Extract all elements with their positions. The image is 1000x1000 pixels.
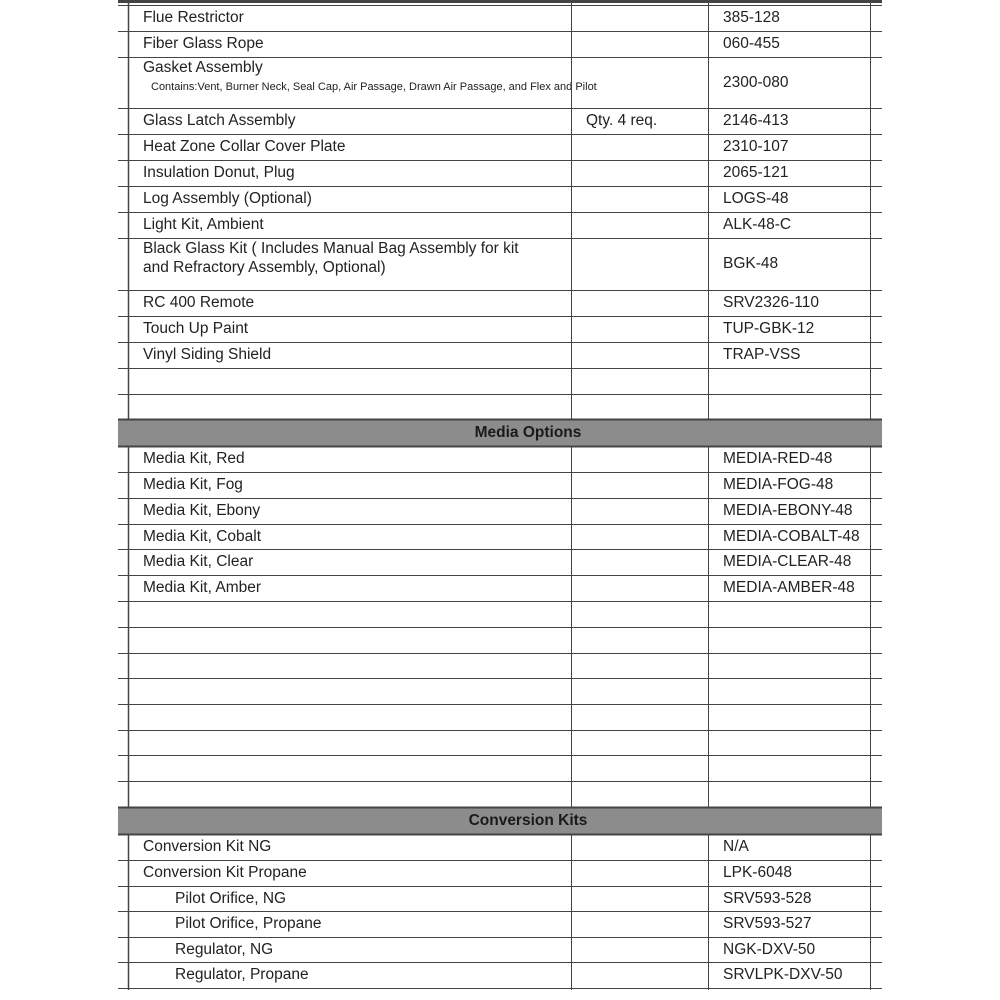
empty-row — [118, 653, 882, 678]
table-row — [118, 5, 882, 31]
part-quantity — [571, 57, 708, 108]
part-number: NGK-DXV-50 — [723, 940, 816, 958]
part-quantity — [571, 755, 708, 781]
part-number: 2065-121 — [723, 164, 789, 181]
table-row — [118, 962, 882, 988]
empty-row — [118, 368, 882, 394]
part-description: Insulation Donut, Plug — [143, 164, 295, 181]
table-row — [118, 524, 882, 549]
part-description-note: Contains:Vent, Burner Neck, Seal Cap, Air Passage, Drawn Air Passage, and Flex and Pilot — [151, 81, 597, 93]
part-quantity — [571, 627, 708, 653]
part-quantity — [571, 860, 708, 886]
part-description: Heat Zone Collar Cover Plate — [143, 138, 346, 155]
part-quantity — [571, 212, 708, 238]
section-header — [118, 807, 882, 834]
part-description: Vinyl Siding Shield — [143, 346, 272, 363]
part-quantity — [571, 549, 708, 575]
table-row — [118, 834, 882, 860]
part-number: 2146-413 — [723, 112, 789, 129]
part-description — [128, 368, 580, 394]
table-row — [118, 134, 882, 160]
part-number: LOGS-48 — [723, 190, 789, 207]
part-description: Media Kit, Red — [143, 450, 245, 467]
table-row — [118, 108, 882, 134]
part-quantity — [571, 316, 708, 342]
section-title: Conversion Kits — [468, 811, 588, 829]
part-description: Flue Restrictor — [143, 9, 244, 26]
part-description — [128, 678, 580, 704]
part-number: SRV593-527 — [723, 915, 812, 932]
part-description — [128, 653, 580, 678]
part-number — [708, 653, 882, 678]
part-description — [128, 781, 580, 807]
part-description: Conversion Kit NG — [143, 838, 272, 855]
part-number: MEDIA-EBONY-48 — [723, 502, 853, 519]
part-quantity: Qty. 4 req. — [586, 112, 658, 129]
part-description: Touch Up Paint — [143, 320, 249, 337]
part-number: MEDIA-COBALT-48 — [723, 527, 860, 545]
part-description-line2: and Refractory Assembly, Optional) — [143, 259, 386, 276]
part-number — [708, 730, 882, 755]
part-quantity — [571, 446, 708, 472]
part-description — [128, 755, 580, 781]
part-number: TRAP-VSS — [723, 346, 801, 363]
part-description: Glass Latch Assembly — [143, 112, 296, 129]
part-number — [708, 368, 882, 394]
part-description: Media Kit, Fog — [143, 476, 243, 493]
part-number: N/A — [723, 838, 749, 855]
part-description: Pilot Orifice, NG — [175, 889, 287, 907]
part-quantity — [571, 704, 708, 730]
part-description-line1: Black Glass Kit ( Includes Manual Bag Assembly for kit — [143, 240, 519, 257]
part-description-text: Gasket Assembly — [143, 59, 263, 76]
part-description: RC 400 Remote — [143, 294, 255, 311]
table-row — [118, 186, 882, 212]
part-description: Media Kit, Ebony — [143, 502, 261, 519]
table-row — [118, 911, 882, 937]
part-number: SRVLPK-DXV-50 — [723, 966, 843, 983]
part-number: SRV593-528 — [723, 889, 812, 907]
part-quantity — [571, 575, 708, 601]
part-description — [128, 704, 580, 730]
part-description: Pilot Orifice, Propane — [175, 915, 322, 932]
part-description: Media Kit, Amber — [143, 579, 262, 596]
part-quantity — [571, 524, 708, 549]
part-quantity — [571, 238, 708, 290]
part-number — [708, 394, 882, 419]
table-row — [118, 575, 882, 601]
part-description: Fiber Glass Rope — [143, 35, 264, 52]
part-description — [128, 394, 580, 419]
part-quantity — [571, 678, 708, 704]
part-number — [708, 755, 882, 781]
part-description — [128, 730, 580, 755]
empty-row — [118, 678, 882, 704]
table-row — [118, 549, 882, 575]
empty-row — [118, 730, 882, 755]
part-quantity — [571, 186, 708, 212]
part-description: Media Kit, Clear — [143, 553, 254, 570]
part-number: MEDIA-FOG-48 — [723, 476, 834, 493]
table-row — [118, 57, 882, 108]
part-number: SRV2326-110 — [723, 294, 819, 311]
empty-row — [118, 704, 882, 730]
part-number: 2310-107 — [723, 138, 789, 155]
part-description — [128, 57, 597, 108]
table-row — [118, 498, 882, 524]
part-quantity — [571, 601, 708, 627]
part-quantity — [571, 498, 708, 524]
part-description — [128, 627, 580, 653]
part-description — [128, 238, 580, 290]
part-description: Regulator, NG — [175, 940, 274, 958]
part-number: ALK-48-C — [723, 216, 792, 233]
part-number: 2300-080 — [723, 73, 789, 91]
part-quantity — [571, 653, 708, 678]
empty-row — [118, 394, 882, 419]
part-quantity — [571, 472, 708, 498]
part-quantity — [571, 886, 708, 911]
part-quantity — [571, 730, 708, 755]
table-row — [118, 886, 882, 911]
part-quantity — [571, 160, 708, 186]
part-quantity — [571, 394, 708, 419]
table-row — [118, 160, 882, 186]
part-quantity — [571, 962, 708, 988]
section-title: Media Options — [474, 423, 582, 441]
part-number: MEDIA-RED-48 — [723, 450, 833, 467]
table-row — [118, 238, 882, 290]
table-row — [118, 342, 882, 368]
table-row — [118, 937, 882, 962]
part-description: Conversion Kit Propane — [143, 864, 307, 881]
table-row — [118, 290, 882, 316]
part-quantity — [571, 134, 708, 160]
part-quantity — [571, 781, 708, 807]
table-row — [118, 31, 882, 57]
empty-row — [118, 755, 882, 781]
table-row — [118, 472, 882, 498]
part-number: 385-128 — [723, 9, 780, 26]
part-description: Regulator, Propane — [175, 966, 309, 983]
part-number: LPK-6048 — [723, 864, 792, 881]
table-row — [118, 446, 882, 472]
part-number — [708, 781, 882, 807]
part-number: TUP-GBK-12 — [723, 320, 815, 337]
part-description: Log Assembly (Optional) — [143, 190, 312, 207]
part-quantity — [571, 911, 708, 937]
part-number — [708, 704, 882, 730]
table-row — [118, 316, 882, 342]
part-description: Media Kit, Cobalt — [143, 527, 262, 545]
empty-row — [118, 601, 882, 627]
part-number: MEDIA-AMBER-48 — [723, 579, 855, 596]
part-quantity — [571, 5, 708, 31]
part-number: BGK-48 — [723, 255, 779, 272]
part-number — [708, 601, 882, 627]
table-row — [118, 860, 882, 886]
part-quantity — [571, 937, 708, 962]
part-number — [708, 627, 882, 653]
part-number — [708, 678, 882, 704]
empty-row — [118, 781, 882, 807]
part-quantity — [571, 342, 708, 368]
part-description: Light Kit, Ambient — [143, 216, 264, 233]
part-number: MEDIA-CLEAR-48 — [723, 553, 852, 570]
table-row — [118, 212, 882, 238]
part-quantity — [571, 31, 708, 57]
part-quantity — [571, 368, 708, 394]
empty-row — [118, 627, 882, 653]
part-quantity — [571, 834, 708, 860]
section-header — [118, 419, 882, 446]
part-quantity — [571, 290, 708, 316]
part-number: 060-455 — [723, 35, 780, 52]
part-description — [128, 601, 580, 627]
